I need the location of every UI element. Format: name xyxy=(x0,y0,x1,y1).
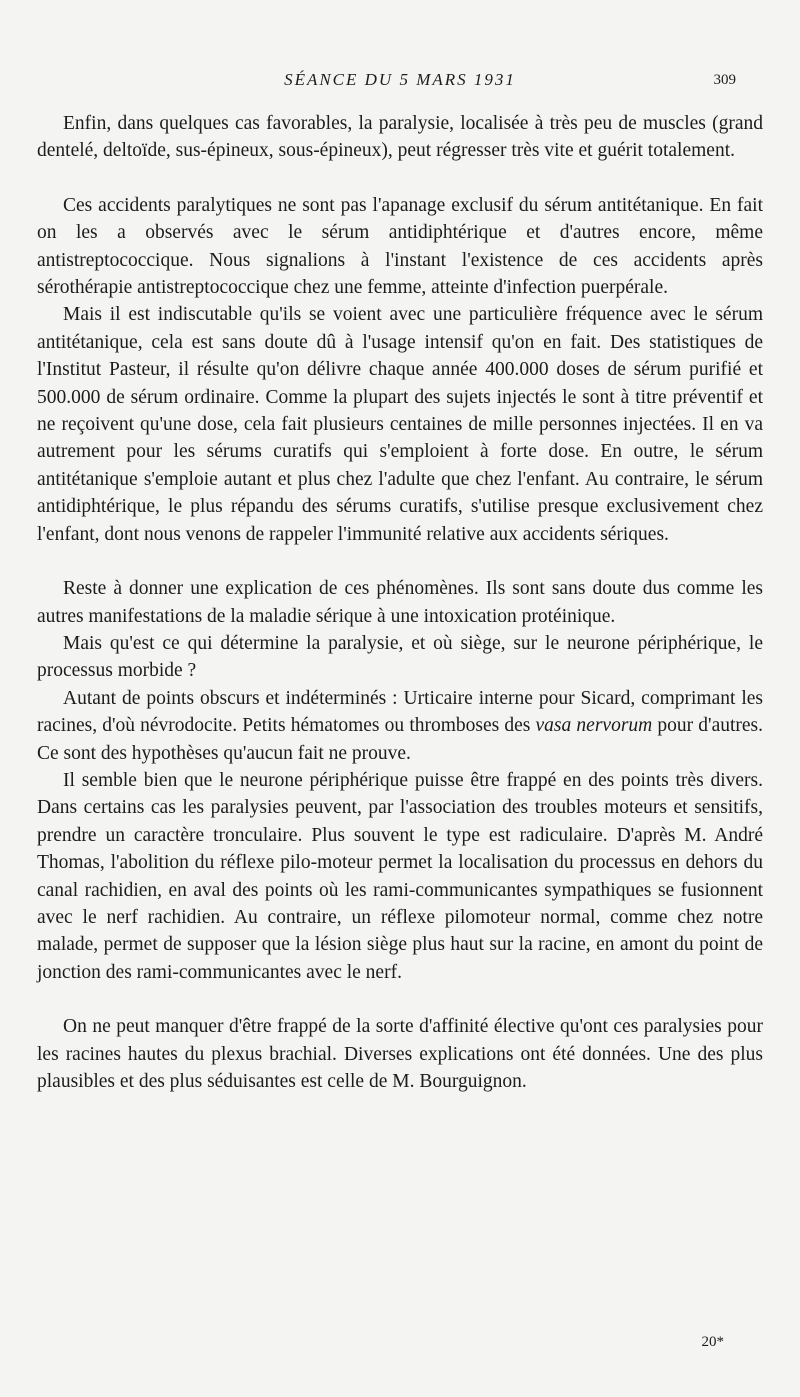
signature-mark: 20* xyxy=(701,1334,724,1350)
body-text xyxy=(37,110,763,1095)
paragraph-6-start: Autant de points obscurs et indéterminés : Urticaire interne pour Sicard, comprimant les racines, d'où névrodocite. Petits hématomes ou thromboses des xyxy=(37,687,763,737)
paragraph-4: Reste à donner une explication de ces phénomènes. Ils sont sans doute dus comme les autres manifestations de la maladie sérique à une intoxication protéinique. xyxy=(37,578,763,627)
paragraph-6 xyxy=(37,685,763,767)
latin-term: vasa nervorum xyxy=(535,715,653,737)
paragraph-7: Il semble bien que le neurone périphérique puisse être frappé en des points très divers. Dans certains cas les paralysies peuvent, par l'association des troubles moteurs et sensitifs, prendre un caractère tronculaire. Plus souvent le type est radiculaire. D'après M. André Thomas, l'abolition du réflexe pilo-moteur permet la localisation du processus en dehors du canal rachidien, en aval des points où les rami-communicantes sympathiques se fusionnent avec le nerf rachidien. Au contraire, un réflexe pilomoteur normal, comme chez notre malade, permet de supposer que la lésion siège plus haut sur la racine, en amont du point de jonction des rami-communicantes avec le nerf. xyxy=(37,769,763,983)
paragraph-6-end: pour d'autres. Ce sont des hypothèses qu'aucun fait ne prouve. xyxy=(37,715,763,764)
paragraph-8: On ne peut manquer d'être frappé de la sorte d'affinité élective qu'ont ces paralysies pour les racines hautes du plexus brachial. Diverses explications ont été données. Une des plus plausibles et des plus séduisantes est celle de M. Bourguignon. xyxy=(37,1016,763,1092)
paragraph-5: Mais qu'est ce qui détermine la paralysie, et où siège, sur le neurone périphérique, le processus morbide ? xyxy=(37,632,763,682)
paragraph-2: Ces accidents paralytiques ne sont pas l'apanage exclusif du sérum antitétanique. En fait on les a observés avec le sérum antidiphtérique et d'autres encore, même antistreptococcique. Nous signalions à l'instant l'existence de ces accidents après sérothérapie antistreptococcique chez une femme, atteinte d'infection puerpérale. xyxy=(37,194,763,299)
running-head: SÉANCE DU 5 MARS 1931 xyxy=(284,70,516,89)
paragraph-3: Mais il est indiscutable qu'ils se voient avec une particulière fréquence avec le sérum antitétanique, cela est sans doute dû à l'usage intensif qu'on en fait. Des statistiques de l'Institut Pasteur, il résulte qu'on délivre chaque année 400.000 doses de sérum purifié et 500.000 de sérum ordinaire. Comme la plupart des sujets injectés le sont à titre préventif et ne reçoivent qu'une dose, cela fait plusieurs centaines de mille personnes injectées. Il en va autrement pour les sérums curatifs qui s'emploient à forte dose. En outre, le sérum antitétanique s'emploie autant et plus chez l'adulte que chez l'enfant. Au contraire, le sérum antidiphtérique, le plus répandu des sérums curatifs, s'utilise presque exclusivement chez l'enfant, dont nous venons de rappeler l'immunité relative aux accidents sériques. xyxy=(37,304,763,545)
page-number: 309 xyxy=(713,72,736,88)
paragraph-1: Enfin, dans quelques cas favorables, la paralysie, localisée à très peu de muscles (grand dentelé, deltoïde, sus-épineux, sous-épineux), peut régresser très vite et guérit totalement. xyxy=(37,113,763,162)
